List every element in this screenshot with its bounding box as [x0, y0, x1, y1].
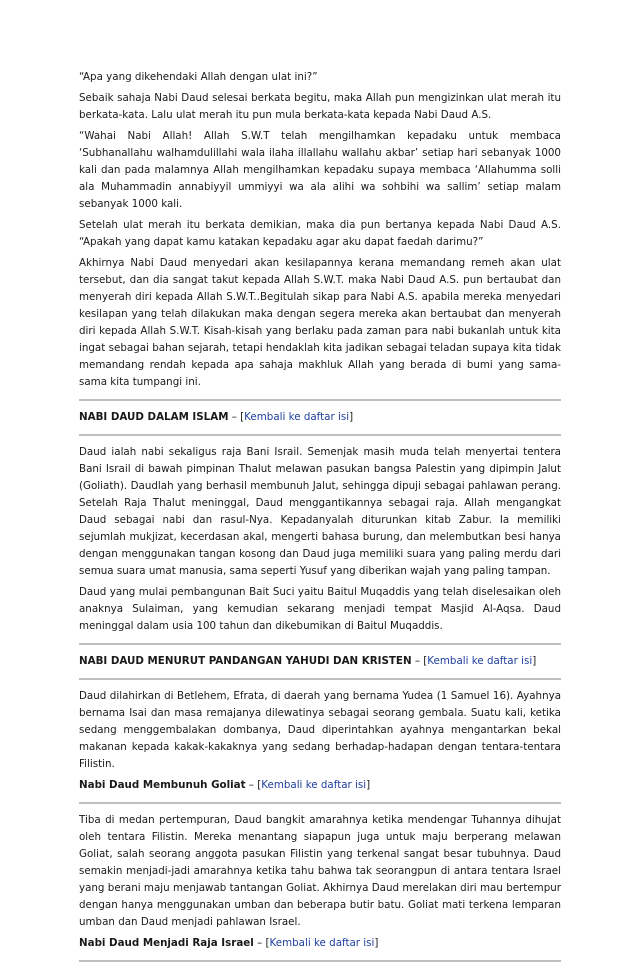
intro-paragraph: Akhirnya Nabi Daud menyedari akan kesilapannya kerana memandang remeh akan ulat tersebut, dan dia sangat takut kepada Allah S.W.T. maka Nabi Daud A.S. pun bertaubat dan menyerah diri kepada Allah S.W.T..Begitulah sikap para Nabi A.S. apabila mereka menyedari kesilapan yang telah dilakukan maka dengan segera mereka akan bertaubat dan menyerah diri kepada Allah S.W.T. Kisah-kisah yang berlaku pada zaman para nabi bukanlah untuk kita ingat sebagai bahan sejarah, tetapi hendaklah kita jadikan sebagai teladan supaya kita tidak memandang rendah kepada apa sahaja makhluk Allah yang berada di bumi yang sama-sama kita tumpangi ini.: [79, 257, 561, 388]
back-to-toc-link[interactable]: Kembali ke daftar isi: [427, 655, 533, 667]
section-divider: [79, 960, 561, 962]
section-heading-yahudi-kristen: NABI DAUD MENURUT PANDANGAN YAHUDI DAN KRISTEN – [Kembali ke daftar isi]: [79, 655, 537, 667]
section-divider: [79, 678, 561, 680]
section-divider: [79, 643, 561, 645]
intro-paragraph: “Wahai Nabi Allah! Allah S.W.T telah mengilhamkan kepadaku untuk membaca ‘Subhanallahu walhamdulillahi wala ilaha illallahu wallahu akbar’ setiap hari sebanyak 1000 kali dan pada malamnya Allah mengilhamkan kepadaku supaya membaca ‘Allahumma solli ala Muhammadin annabiyyil ummiyyi wa ala alihi wa sohbihi wa sallim’ setiap malam sebanyak 1000 kali.: [79, 130, 561, 210]
section-title: Nabi Daud Membunuh Goliat: [79, 779, 246, 791]
section-divider: [79, 802, 561, 804]
section-title: NABI DAUD DALAM ISLAM: [79, 411, 229, 423]
intro-paragraph: Sebaik sahaja Nabi Daud selesai berkata begitu, maka Allah pun mengizinkan ulat merah itu berkata-kata. Lalu ulat merah itu pun mula berkata-kata kepada Nabi Daud A.S.: [79, 92, 561, 121]
section-title: Nabi Daud Menjadi Raja Israel: [79, 937, 254, 949]
section-divider: [79, 399, 561, 401]
body-paragraph: Daud dilahirkan di Betlehem, Efrata, di daerah yang bernama Yudea (1 Samuel 16). Ayahnya bernama Isai dan masa remajanya dilewatinya sebagai seorang gembala. Suatu kali, ketika sedang menggembalakan dombanya, Daud diperintahkan ayahnya mengantarkan bekal makanan kepada kakak-kakaknya yang sedang berhadap-hadapan dengan tentara-tentara Filistin.: [79, 690, 561, 770]
intro-paragraph: “Apa yang dikehendaki Allah dengan ulat ini?”: [79, 71, 318, 83]
body-paragraph: Daud ialah nabi sekaligus raja Bani Israil. Semenjak masih muda telah menyertai tentera Bani Israil di bawah pimpinan Thalut melawan pasukan bangsa Palestin yang dipimpin Jalut (Goliath). Daudlah yang berhasil membunuh Jalut, sehingga dipuji sebagai pahlawan perang. Setelah Raja Thalut meninggal, Daud menggantikannya sebagai raja. Allah mengangkat Daud sebagai nabi dan rasul-Nya. Kepadanyalah diturunkan kitab Zabur. Ia memiliki sejumlah mukjizat, kecerdasan akal, mengerti bahasa burung, dan melembutkan besi hanya dengan menggunakan tangan kosong dan Daud juga memiliki suara yang paling merdu dari semua suara umat manusia, sama seperti Yusuf yang diberikan wajah yang paling tampan.: [79, 446, 561, 577]
section-heading-islam: NABI DAUD DALAM ISLAM – [Kembali ke daftar isi]: [79, 411, 354, 423]
body-paragraph: Tiba di medan pertempuran, Daud bangkit amarahnya ketika mendengar Tuhannya dihujat oleh tentara Filistin. Mereka menantang siapapun juga untuk maju berperang melawan Goliat, salah seorang anggota pasukan Filistin yang terkenal sangat besar tubuhnya. Daud semakin menjadi-jadi amarahnya ketika tahu bahwa tak seorangpun di antara tentara Israel yang berani maju menjawab tantangan Goliat. Akhirnya Daud merelakan diri mau bertempur dengan hanya menggunakan umban dan beberapa butir batu. Goliat mati terkena lemparan umban dan Daud menjadi pahlawan Israel.: [79, 814, 561, 928]
section-heading-goliat: Nabi Daud Membunuh Goliat – [Kembali ke daftar isi]: [79, 779, 371, 791]
intro-paragraph: Setelah ulat merah itu berkata demikian, maka dia pun bertanya kepada Nabi Daud A.S. “Apakah yang dapat kamu katakan kepadaku agar aku dapat faedah darimu?”: [79, 219, 561, 248]
section-title: NABI DAUD MENURUT PANDANGAN YAHUDI DAN KRISTEN: [79, 655, 412, 667]
body-paragraph: Daud yang mulai pembangunan Bait Suci yaitu Baitul Muqaddis yang telah diselesaikan oleh anaknya Sulaiman, yang kemudian sekarang menjadi tempat Masjid Al-Aqsa. Daud meninggal dalam usia 100 tahun dan dikebumikan di Baitul Muqaddis.: [79, 586, 561, 632]
section-divider: [79, 434, 561, 436]
document-page: [79, 69, 561, 970]
section-heading-raja-israel: Nabi Daud Menjadi Raja Israel – [Kembali ke daftar isi]: [79, 937, 379, 949]
back-to-toc-link[interactable]: Kembali ke daftar isi: [261, 779, 367, 791]
back-to-toc-link[interactable]: Kembali ke daftar isi: [269, 937, 375, 949]
back-to-toc-link[interactable]: Kembali ke daftar isi: [244, 411, 350, 423]
